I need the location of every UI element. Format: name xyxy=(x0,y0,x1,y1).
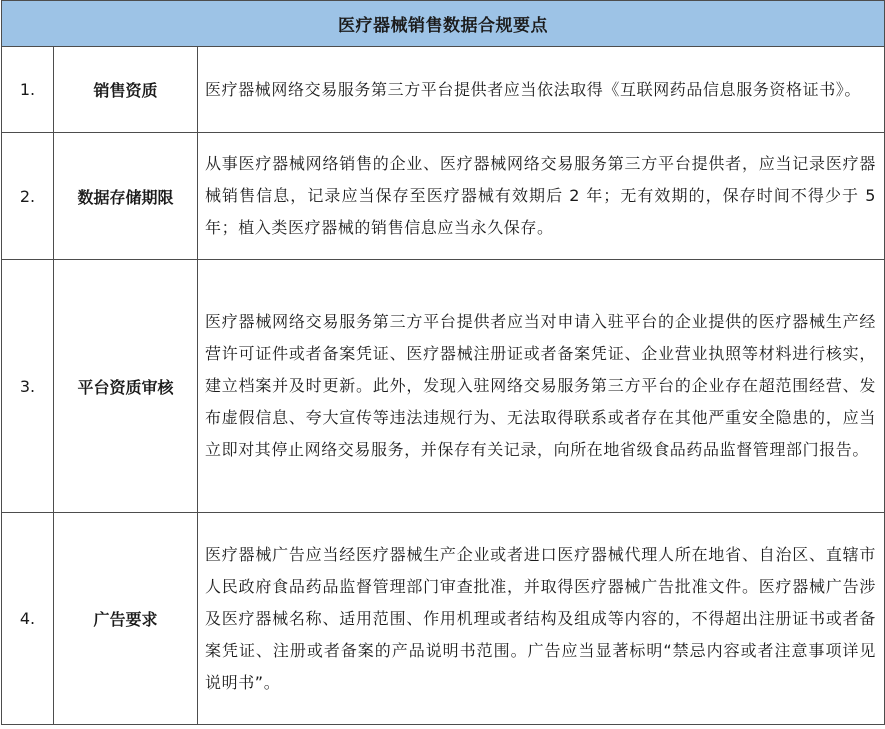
table-row xyxy=(2,133,885,260)
row-item: 平台资质审核 xyxy=(54,260,198,513)
row-content: 医疗器械广告应当经医疗器械生产企业或者进口医疗器械代理人所在地省、自治区、直辖市人民政府食品药品监督管理部门审查批准，并取得医疗器械广告批准文件。医疗器械广告涉及医疗器械名称、适用范围、作用机理或者结构及组成等内容的，不得超出注册证书或者备案凭证、注册或者备案的产品说明书范围。广告应当显著标明“禁忌内容或者注意事项详见说明书”。 xyxy=(198,513,885,725)
row-number: 3. xyxy=(2,260,54,513)
row-item: 数据存储期限 xyxy=(54,133,198,260)
row-content: 从事医疗器械网络销售的企业、医疗器械网络交易服务第三方平台提供者，应当记录医疗器械销售信息，记录应当保存至医疗器械有效期后 2 年；无有效期的，保存时间不得少于 5 年；植入类医疗器械的销售信息应当永久保存。 xyxy=(198,133,885,260)
row-number: 1. xyxy=(2,47,54,133)
table-row xyxy=(2,260,885,513)
table-row xyxy=(2,47,885,133)
table-header-row xyxy=(2,1,885,47)
compliance-table xyxy=(1,0,885,725)
table-row xyxy=(2,513,885,725)
table-title: 医疗器械销售数据合规要点 xyxy=(2,1,885,47)
row-item: 广告要求 xyxy=(54,513,198,725)
row-item: 销售资质 xyxy=(54,47,198,133)
row-content: 医疗器械网络交易服务第三方平台提供者应当对申请入驻平台的企业提供的医疗器械生产经营许可证件或者备案凭证、医疗器械注册证或者备案凭证、企业营业执照等材料进行核实，建立档案并及时更新。此外，发现入驻网络交易服务第三方平台的企业存在超范围经营、发布虚假信息、夸大宣传等违法违规行为、无法取得联系或者存在其他严重安全隐患的，应当立即对其停止网络交易服务，并保存有关记录，向所在地省级食品药品监督管理部门报告。 xyxy=(198,260,885,513)
row-number: 4. xyxy=(2,513,54,725)
row-content: 医疗器械网络交易服务第三方平台提供者应当依法取得《互联网药品信息服务资格证书》。 xyxy=(198,47,885,133)
row-number: 2. xyxy=(2,133,54,260)
